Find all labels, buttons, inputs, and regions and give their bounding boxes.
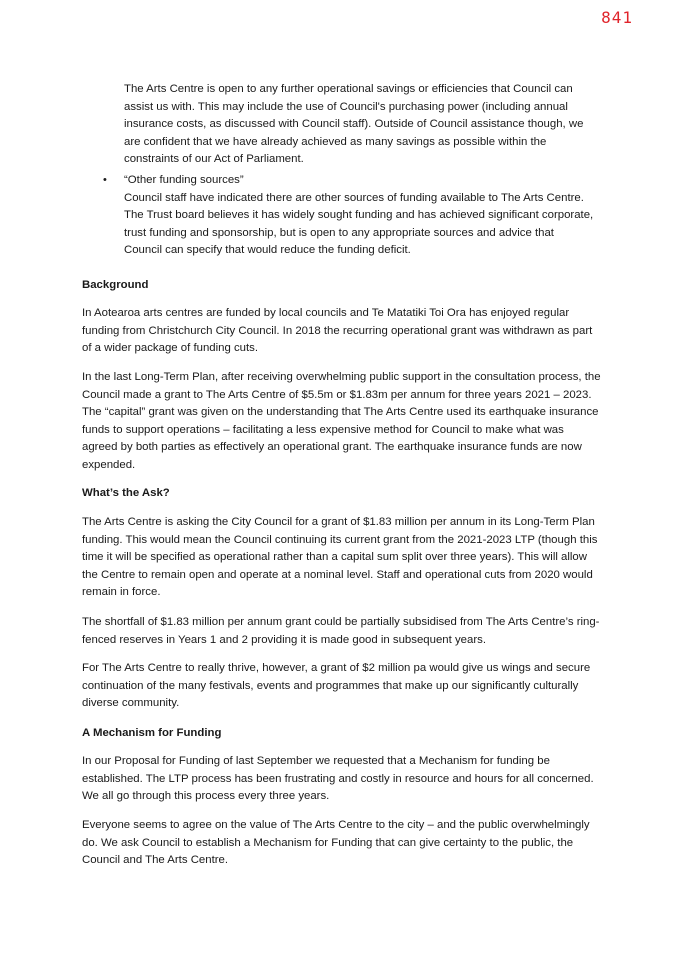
page-number: 841 — [601, 8, 633, 27]
bullet-marker: • — [103, 174, 107, 186]
mechanism-heading: A Mechanism for Funding — [82, 727, 222, 739]
bullet-title: “Other funding sources” — [124, 174, 244, 186]
ask-heading: What’s the Ask? — [82, 487, 170, 499]
ask-paragraph-1: The Arts Centre is asking the City Council for a grant of $1.83 million per annum in its Long-Term Plan funding. This would mean the Council continuing its current grant from the 2021-2023 LTP (though this time it will be specified as operational rather than a capital sum split over three years). This will allow the Centre to remain open and operate at a nominal level. Staff and operational cuts from 2020 would remain in force. — [82, 516, 598, 599]
ask-paragraph-2: The shortfall of $1.83 million per annum grant could be partially subsidised from The Arts Centre’s ring- fenced reserves in Years 1 and 2 providing it is made good in subsequent years. — [82, 616, 600, 646]
mechanism-paragraph-2: Everyone seems to agree on the value of The Arts Centre to the city – and the public overwhelmingly do. We ask Council to establish a Mechanism for Funding that can give certainty to the public, the Council and The Arts Centre. — [82, 819, 590, 867]
background-heading: Background — [82, 279, 149, 291]
ask-paragraph-3: For The Arts Centre to really thrive, however, a grant of $2 million pa would give us wings and secure continuation of the many festivals, events and programmes that make up our significantly culturally diverse community. — [82, 662, 591, 710]
background-paragraph-2: In the last Long-Term Plan, after receiving overwhelming public support in the consultation process, the Council made a grant to The Arts Centre of $5.5m or $1.83m per annum for three years 2021 – 2023. The “capital” grant was given on the understanding that The Arts Centre used its earthquake insurance funds to support operations – facilitating a less expensive method for Council to make what was agreed by both parties as effectively an operational grant. The earthquake insurance funds are now expended. — [82, 371, 601, 471]
mechanism-paragraph-1: In our Proposal for Funding of last September we requested that a Mechanism for funding be established. The LTP process has been frustrating and costly in resource and hours for all concerned. We all go through this process every three years. — [82, 755, 594, 803]
savings-paragraph: The Arts Centre is open to any further operational savings or efficiencies that Council can assist us with. This may include the use of Council's purchasing power (including annual insurance costs, as discussed with Council staff). Outside of Council assistance though, we are confident that we have already achieved as many savings as possible within the constraints of our Act of Parliament. — [124, 83, 584, 166]
background-paragraph-1: In Aotearoa arts centres are funded by local councils and Te Matatiki Toi Ora has enjoyed regular funding from Christchurch City Council. In 2018 the recurring operational grant was withdrawn as part of a wider package of funding cuts. — [82, 307, 593, 355]
bullet-other-funding — [82, 172, 602, 260]
bullet-text: Council staff have indicated there are other sources of funding available to The Arts Centre. The Trust board believes it has widely sought funding and has achieved significant corporate, trust funding and sponsorship, but is open to any appropriate sources and advice that Council can specify that would reduce the funding deficit. — [124, 191, 594, 257]
